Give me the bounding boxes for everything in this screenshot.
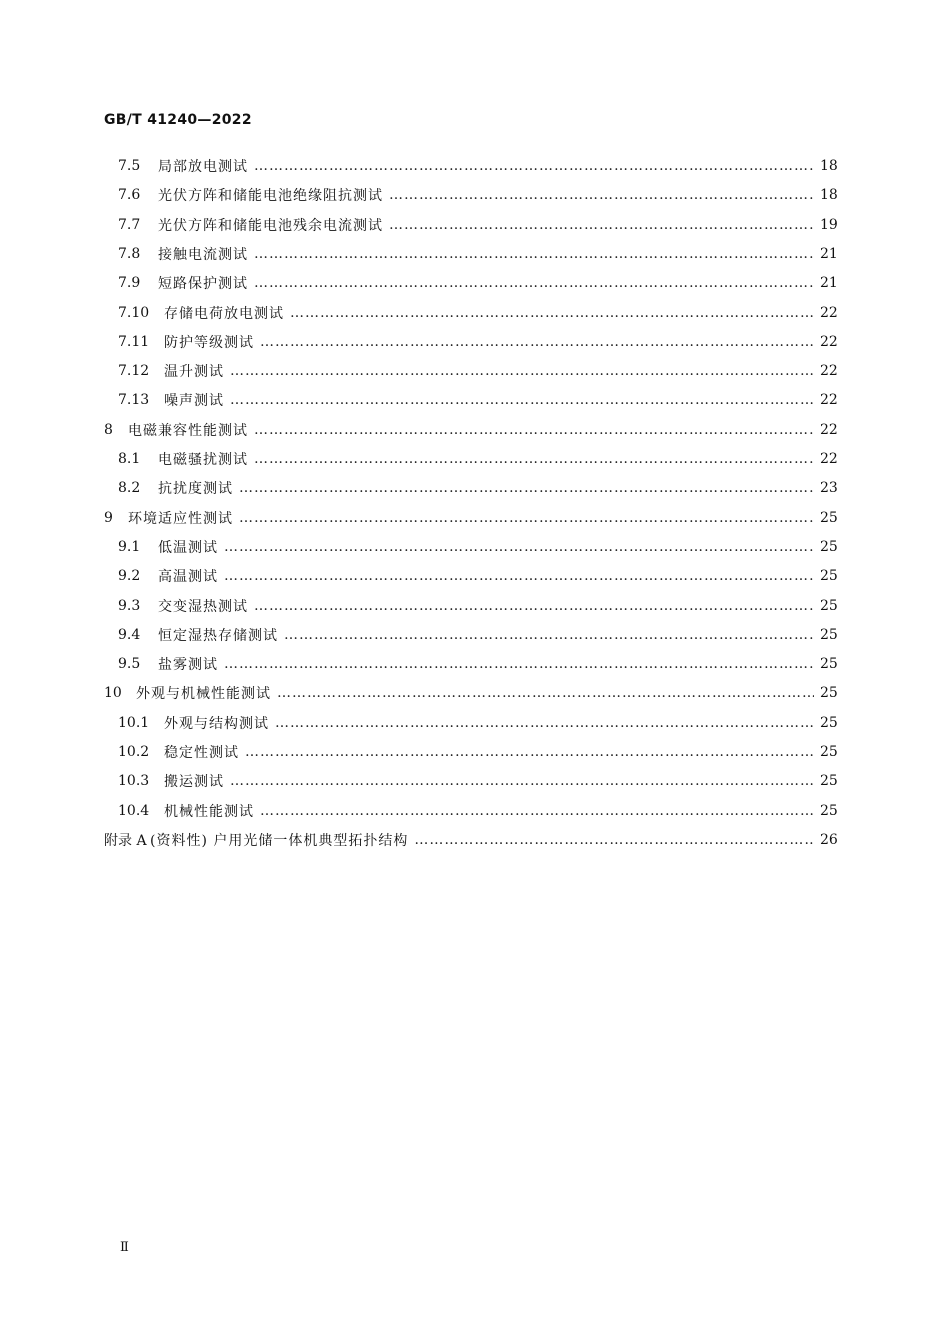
dot-leader bbox=[290, 305, 814, 321]
dot-leader bbox=[254, 598, 814, 614]
toc-entry-page: 25 bbox=[820, 656, 838, 673]
toc-entry-number: 9.2 bbox=[118, 568, 141, 585]
dot-leader bbox=[260, 334, 814, 350]
toc-entry-title: 低温测试 bbox=[158, 539, 218, 556]
toc-entry-title: 温升测试 bbox=[164, 364, 224, 381]
page-number-footer: Ⅱ bbox=[120, 1240, 129, 1255]
toc-entry-number: 7.12 bbox=[118, 363, 150, 380]
dot-leader bbox=[230, 392, 814, 408]
standard-code-header: GB/T 41240—2022 bbox=[104, 112, 252, 128]
toc-entry[interactable] bbox=[104, 418, 836, 442]
toc-entry-page: 26 bbox=[820, 831, 838, 848]
toc-entry-number: 10.1 bbox=[118, 714, 150, 731]
toc-entry-number: 9 bbox=[104, 509, 113, 526]
toc-entry-title: 局部放电测试 bbox=[158, 159, 248, 175]
toc-entry-page: 22 bbox=[820, 392, 838, 409]
toc-entry-title: 存储电荷放电测试 bbox=[164, 305, 284, 322]
toc-entry-title: 稳定性测试 bbox=[164, 745, 239, 761]
toc-entry-title: 接触电流测试 bbox=[158, 246, 248, 263]
toc-entry-number: 7.7 bbox=[118, 216, 141, 233]
toc-entry-title: 光伏方阵和储能电池绝缘阻抗测试 bbox=[158, 188, 383, 205]
toc-entry-number: 7.9 bbox=[118, 275, 141, 292]
dot-leader bbox=[414, 832, 814, 848]
toc-entry-number: 10.3 bbox=[118, 773, 150, 790]
toc-entry[interactable] bbox=[118, 183, 836, 207]
dot-leader bbox=[224, 568, 814, 584]
dot-leader bbox=[254, 158, 814, 174]
toc-entry[interactable] bbox=[118, 623, 836, 647]
toc-entry-page: 19 bbox=[820, 216, 838, 233]
toc-entry-page: 25 bbox=[820, 714, 838, 731]
toc-entry-page: 25 bbox=[820, 685, 838, 702]
toc-entry-title: 噪声测试 bbox=[164, 393, 224, 410]
toc-entry-title: 防护等级测试 bbox=[164, 334, 254, 351]
toc-entry-page: 25 bbox=[820, 626, 838, 643]
dot-leader bbox=[230, 363, 814, 379]
toc-entry-title: 高温测试 bbox=[158, 569, 218, 586]
toc-entry-page: 21 bbox=[820, 245, 838, 262]
toc-entry[interactable] bbox=[118, 564, 836, 588]
toc-entry[interactable] bbox=[118, 330, 836, 354]
toc-entry-title: 盐雾测试 bbox=[158, 657, 218, 674]
toc-entry[interactable] bbox=[118, 740, 836, 764]
toc-entry[interactable] bbox=[104, 828, 836, 852]
toc-entry[interactable] bbox=[118, 213, 836, 237]
toc-entry[interactable] bbox=[118, 271, 836, 295]
toc-entry[interactable] bbox=[118, 301, 836, 325]
dot-leader bbox=[389, 187, 814, 203]
dot-leader bbox=[254, 275, 814, 291]
toc-entry-page: 18 bbox=[820, 187, 838, 204]
dot-leader bbox=[284, 627, 814, 643]
toc-entry-page: 21 bbox=[820, 275, 838, 292]
toc-entry[interactable] bbox=[118, 799, 836, 823]
dot-leader bbox=[254, 422, 814, 438]
toc-entry-title: 抗扰度测试 bbox=[158, 481, 233, 498]
toc-entry-title: 短路保护测试 bbox=[158, 276, 248, 293]
dot-leader bbox=[277, 685, 814, 701]
toc-entry-title: (资料性) 户用光储一体机典型拓扑结构 bbox=[150, 832, 409, 849]
toc-entry[interactable] bbox=[118, 535, 836, 559]
toc-entry-title: 交变湿热测试 bbox=[158, 598, 248, 615]
toc-entry-number: 7.13 bbox=[118, 392, 150, 409]
dot-leader bbox=[275, 715, 814, 731]
toc-entry[interactable] bbox=[118, 652, 836, 676]
toc-entry-page: 22 bbox=[820, 451, 838, 467]
toc-entry-number: 8.1 bbox=[118, 451, 141, 467]
toc-entry-title: 电磁兼容性能测试 bbox=[128, 422, 248, 439]
toc-entry-number: 10 bbox=[104, 685, 122, 702]
dot-leader bbox=[245, 744, 814, 760]
toc-entry-number: 7.10 bbox=[118, 304, 150, 321]
toc-entry-title: 外观与机械性能测试 bbox=[136, 686, 271, 703]
dot-leader bbox=[254, 451, 814, 467]
toc-entry-page: 25 bbox=[820, 802, 838, 819]
dot-leader bbox=[260, 803, 814, 819]
dot-leader bbox=[230, 773, 814, 789]
toc-entry[interactable] bbox=[118, 711, 836, 735]
toc-entry-page: 25 bbox=[820, 773, 838, 790]
toc-entry-page: 22 bbox=[820, 304, 838, 321]
toc-entry[interactable] bbox=[118, 594, 836, 618]
toc-entry-title: 环境适应性测试 bbox=[128, 510, 233, 527]
toc-entry-page: 25 bbox=[820, 538, 838, 555]
toc-entry[interactable] bbox=[104, 681, 836, 705]
dot-leader bbox=[239, 480, 814, 496]
toc-entry-page: 22 bbox=[820, 363, 838, 380]
toc-entry[interactable] bbox=[118, 359, 836, 383]
toc-entry-number: 10.2 bbox=[118, 744, 150, 760]
toc-entry-page: 22 bbox=[820, 421, 838, 438]
toc-entry[interactable] bbox=[118, 769, 836, 793]
toc-entry-number: 9.4 bbox=[118, 626, 141, 643]
toc-entry-number: 8.2 bbox=[118, 480, 141, 497]
toc-entry-number: 7.8 bbox=[118, 245, 141, 262]
toc-entry-number: 9.1 bbox=[118, 538, 141, 555]
toc-entry-page: 22 bbox=[820, 333, 838, 350]
dot-leader bbox=[389, 217, 814, 233]
toc-entry[interactable] bbox=[118, 447, 836, 471]
toc-entry-title: 光伏方阵和储能电池残余电流测试 bbox=[158, 217, 383, 234]
dot-leader bbox=[224, 656, 814, 672]
toc-entry-page: 25 bbox=[820, 509, 838, 526]
toc-entry-number: 9.5 bbox=[118, 656, 141, 673]
toc-entry-number: 附录 A bbox=[104, 832, 147, 849]
toc-entry-title: 电磁骚扰测试 bbox=[158, 452, 248, 468]
toc-entry[interactable] bbox=[104, 506, 836, 530]
toc-entry[interactable] bbox=[118, 476, 836, 500]
dot-leader bbox=[224, 539, 814, 555]
toc-entry-page: 25 bbox=[820, 568, 838, 585]
toc-entry-number: 9.3 bbox=[118, 597, 141, 614]
toc-entry-number: 8 bbox=[104, 421, 113, 438]
toc-entry-number: 7.11 bbox=[118, 333, 150, 350]
toc-entry-title: 恒定湿热存储测试 bbox=[158, 627, 278, 644]
dot-leader bbox=[254, 246, 814, 262]
toc-entry-number: 7.5 bbox=[118, 158, 141, 174]
dot-leader bbox=[239, 510, 814, 526]
toc-entry-title: 搬运测试 bbox=[164, 774, 224, 791]
toc-entry-number: 7.6 bbox=[118, 187, 141, 204]
toc-entry[interactable] bbox=[118, 388, 836, 412]
toc-entry-page: 18 bbox=[820, 158, 838, 174]
toc-entry[interactable] bbox=[118, 242, 836, 266]
toc-entry-page: 25 bbox=[820, 744, 838, 760]
toc-entry[interactable] bbox=[118, 154, 836, 178]
toc-entry-page: 25 bbox=[820, 597, 838, 614]
toc-entry-title: 外观与结构测试 bbox=[164, 715, 269, 732]
toc-entry-page: 23 bbox=[820, 480, 838, 497]
toc-entry-number: 10.4 bbox=[118, 802, 150, 819]
toc-entry-title: 机械性能测试 bbox=[164, 803, 254, 820]
